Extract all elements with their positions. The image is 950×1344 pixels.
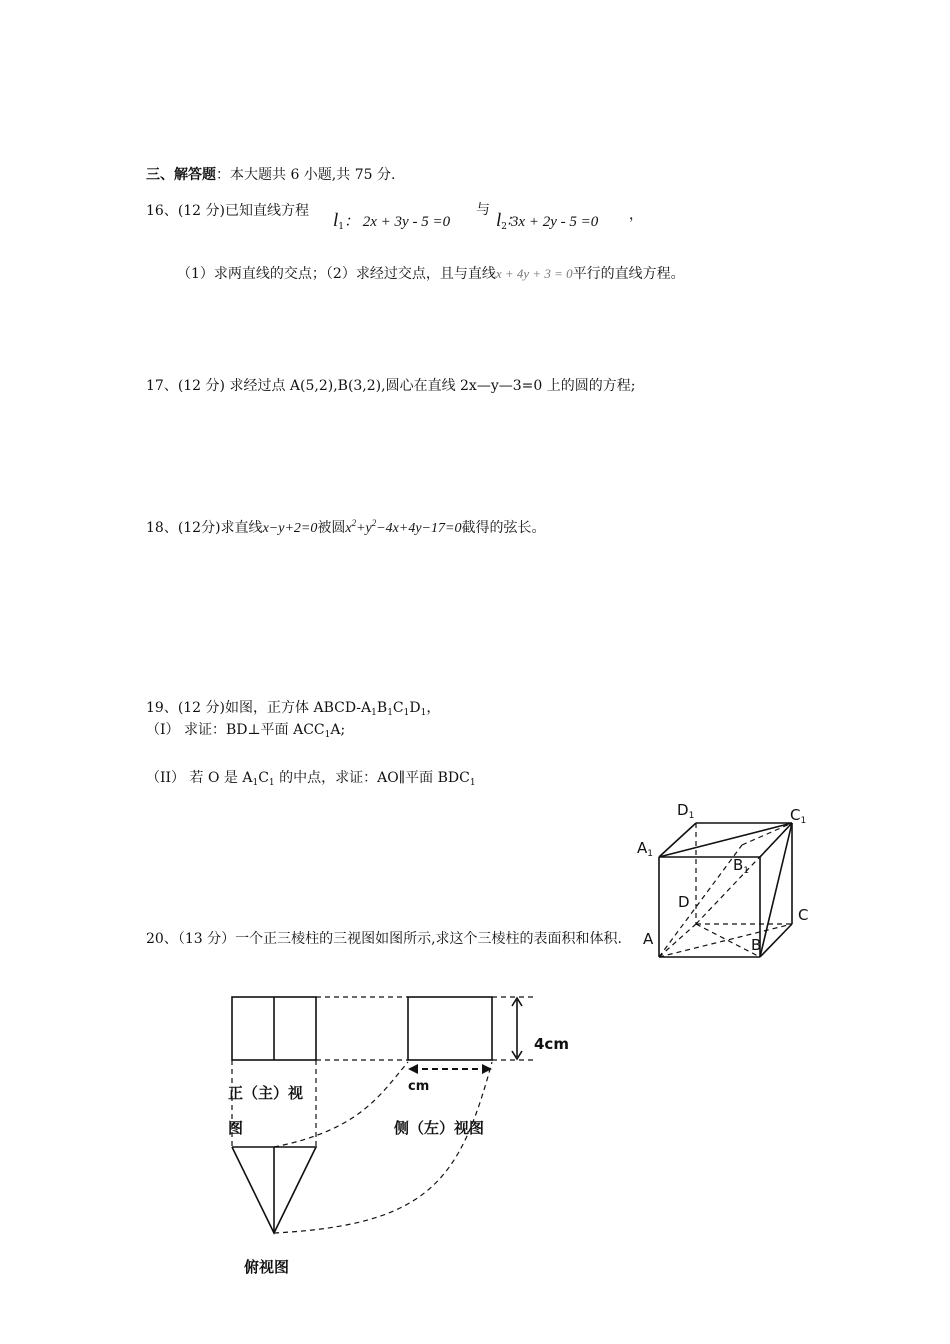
label-c: C [798,906,809,924]
q17-text: 17、(12 分) 求经过点 A(5,2),B(3,2),圆心在直线 2x—y—3=0 上的圆的方程; [146,378,636,394]
q18-line: x−y+2=0 [262,521,318,536]
q19-part2: （II） 若 O 是 $A_1C_1$ 的中点，求证：AO∥平面 $BDC_1$ [146,770,476,788]
side-view-label: 侧（左）视图 [394,1119,485,1137]
q16-l1: $l_1$： 2x + 3y - 5 =0 [333,210,451,232]
q19-title: 19、(12 分)如图，正方体 ABCD-$A_1B_1C_1D_1$， [146,700,441,718]
q16-number: 16、(12 分)已知直线方程 [146,203,310,219]
width-label: cm [408,1079,430,1094]
q16-comma: ， [629,207,643,223]
height-label: 4cm [534,1035,569,1053]
label-d: D [678,893,690,911]
q16-line-equation: x + 4y + 3 = 0 [495,266,573,281]
section-title: 三、解答题 [146,167,216,183]
width-arrow-head-left [408,1064,418,1074]
front-view-label: 正（主）视 [228,1084,304,1102]
label-b1: $B_1$ [733,856,750,876]
label-a1: $A_1$ [637,839,653,859]
q19-part1: （I） 求证：BD⊥平面 $ACC_1A$; [146,722,346,740]
label-b: B [751,936,762,954]
front-view-label-2: 图 [228,1119,244,1137]
width-arrow-head-right [482,1064,492,1074]
top-view-label: 俯视图 [244,1258,290,1276]
q18-text: 18、(12分)求直线x−y+2=0被圆$x^2+y^2-4x+4y-17=0$截得的弦长。 [146,518,546,536]
q16-l2: $l_2∶3x + 2y - 5 =0$ [496,210,599,232]
side-view-rect [408,997,492,1060]
label-a: A [643,930,654,948]
q20-text: 20、（13 分）一个正三棱柱的三视图如图所示,求这个三棱柱的表面积和体积. [146,931,622,947]
projection-curve [274,1062,408,1147]
section-intro: ：本大题共 6 小题,共 75 分. [216,167,396,183]
q16-l1-equation: ： 2x + 3y - 5 =0 [344,214,451,230]
q18-circle: $x^2+y^2-4x+4y-17=0$ [345,518,462,536]
q16-parts: （1）求两直线的交点；（2）求经过交点，且与直线x + 4y + 3 = 0平行的直线方程。 [177,266,685,282]
label-c1: $C_1$ [790,806,807,826]
q16-conjunction: 与 [476,202,490,218]
q16-l2-equation: ∶3x + 2y - 5 =0 [507,214,599,230]
label-d1: $D_1$ [677,801,695,821]
